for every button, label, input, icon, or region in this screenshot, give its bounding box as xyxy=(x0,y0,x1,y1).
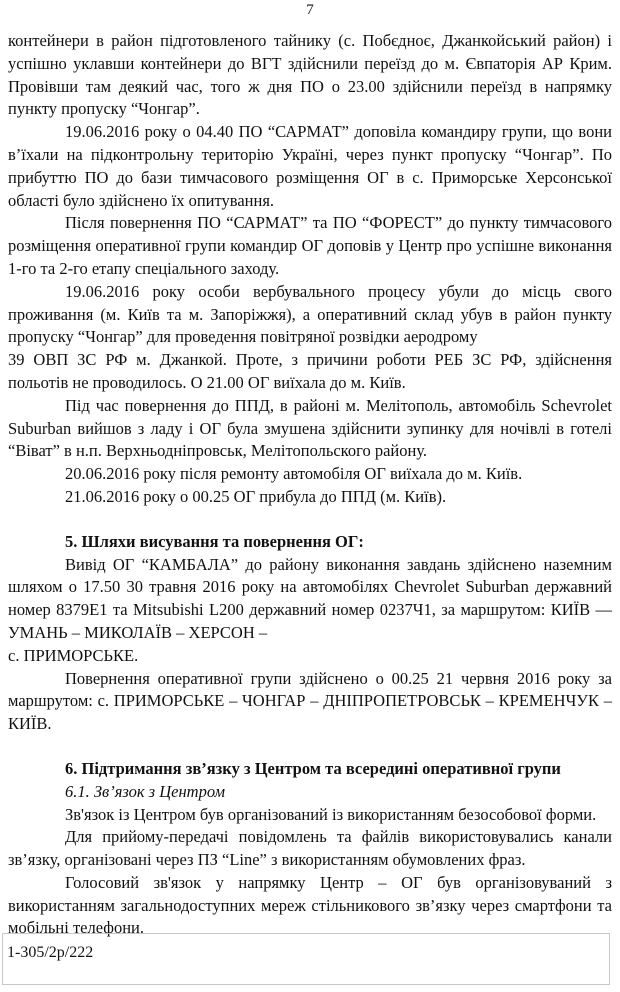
document-code: 1-305/2р/222 xyxy=(7,944,94,961)
paragraph: 19.06.2016 року особи вербувального процесу убули до місць свого проживання (м. Київ та м. Запоріжжя), а оперативний склад убув в район пункту пропуску “Чонгар” для проведення повітряної розвідки аеродрому xyxy=(8,281,612,347)
page-number: 7 xyxy=(306,2,314,18)
section-6-heading: 6. Підтримання зв’язку з Центром та всередині оперативної групи xyxy=(65,758,561,778)
paragraph: 20.06.2016 року після ремонту автомобіля ОГ виїхала до м. Київ. xyxy=(65,464,523,484)
footer-box xyxy=(2,933,610,985)
paragraph: Повернення оперативної групи здійснено о 00.25 21 червня 2016 року за маршрутом: с. ПРИМОРСЬКЕ – ЧОНГАР – ДНІПРОПЕТРОВСЬК – КРЕМЕНЧУК – КИЇВ. xyxy=(8,668,612,734)
paragraph: 21.06.2016 року о 00.25 ОГ прибула до ППД (м. Київ). xyxy=(65,486,447,506)
paragraph: 39 ОВП ЗС РФ м. Джанкой. Проте, з причини роботи РЕБ ЗС РФ, здійснення польотів не проводилось. О 21.00 ОГ виїхала до м. Київ. xyxy=(8,350,612,392)
paragraph: Зв'язок із Центром був організований із використанням безособової форми. xyxy=(65,804,597,824)
paragraph: с. ПРИМОРСЬКЕ. xyxy=(8,645,139,665)
section-5-heading: 5. Шляхи висування та повернення ОГ: xyxy=(65,531,364,551)
paragraph: Вивід ОГ “КАМБАЛА” до району виконання завдань здійснено наземним шляхом о 17.50 30 травня 2016 року на автомобілях Chevrolet Suburban державний номер 8379Е1 та Mitsubishi L200 державний номер 0237Ч1, за маршрутом: КИЇВ — УМАНЬ – МИКОЛАЇВ – ХЕРСОН – xyxy=(8,554,612,642)
paragraph: Під час повернення до ППД, в районі м. Мелітополь, автомобіль Schevrolet Suburban вийшов з ладу і ОГ була змушена здійснити зупинку для ночівлі в готелі “Віват” в н.п. Верхньодніпровськ, Мелітопольского району. xyxy=(8,395,612,461)
paragraph: 19.06.2016 року о 04.40 ПО “САРМАТ” доповіла командиру групи, що вони в’їхали на підконтрольну територію Україні, через пункт пропуску “Чонгар”. По прибуттю ПО до бази тимчасового розміщення ОГ в с. Приморське Херсонської області було здійснено їх опитування. xyxy=(8,122,612,210)
paragraph: Голосовий зв'язок у напрямку Центр – ОГ був організовуваний з використанням загальнодоступних мереж стільникового зв’язку через смартфони та мобільні телефони. xyxy=(8,872,612,938)
paragraph: Для прийому-передачі повідомлень та файлів використовувались канали зв’язку, організовані через ПЗ “Line” з використанням обумовлених фраз. xyxy=(8,827,612,870)
section-6-1-subheading: 6.1. Зв’язок з Центром xyxy=(65,781,225,801)
paragraph: контейнери в район підготовленого тайнику (с. Побєдноє, Джанкойський район) і успішно уклавши контейнери до ВГТ здійснили переїзд до м. Євпаторія АР Крим. Провівши там деякий час, того ж дня ПО о 23.00 здійснили переїзд в напрямку пункту пропуску “Чонгар”. xyxy=(8,31,612,119)
document-body xyxy=(8,30,612,940)
paragraph: Після повернення ПО “САРМАТ” та ПО “ФОРЕСТ” до пункту тимчасового розміщення оперативної групи командир ОГ доповів у Центр про успішне виконання 1-го та 2-го етапу спеціального заходу. xyxy=(8,213,612,278)
